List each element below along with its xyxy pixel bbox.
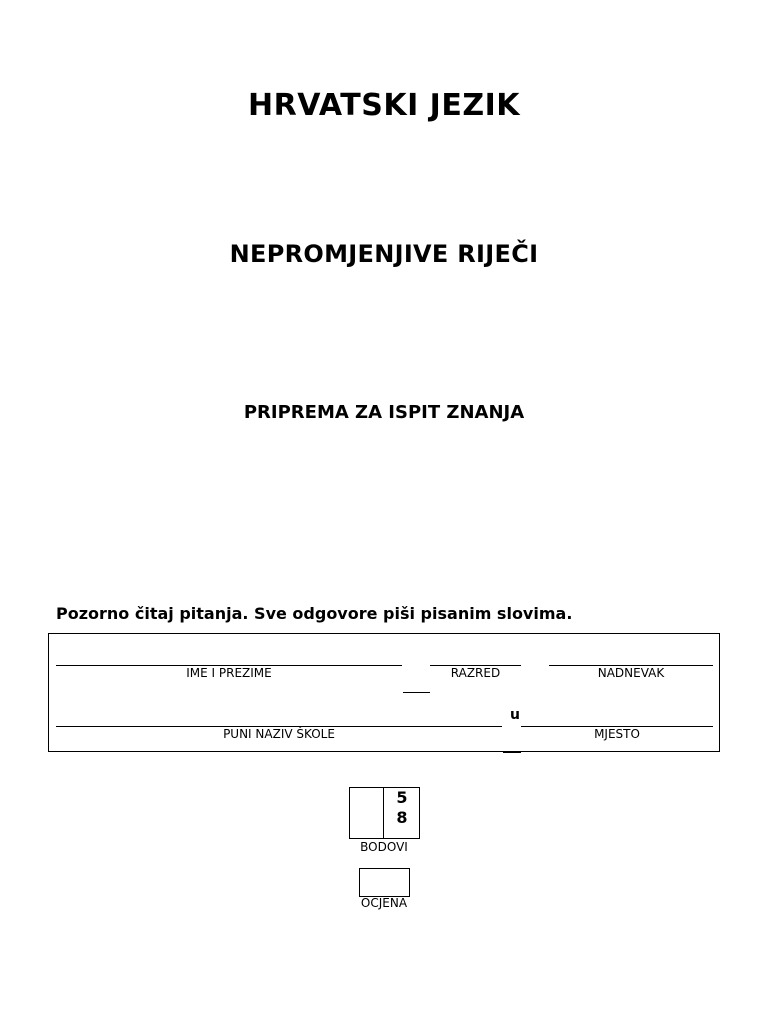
max-points-digit-2: 8: [396, 808, 408, 827]
connector-u: u: [510, 707, 520, 723]
grade-label: OCJENA: [360, 896, 408, 910]
school-field-label: PUNI NAZIV ŠKOLE: [223, 727, 335, 741]
class-field-label: RAZRED: [450, 666, 501, 680]
document-title: HRVATSKI JEZIK: [247, 88, 521, 123]
grade-box[interactable]: [359, 868, 410, 897]
separator-line: [403, 692, 430, 693]
separator-line-2: [503, 752, 521, 753]
name-field-label: IME I PREZIME: [186, 666, 272, 680]
instruction-text: Pozorno čitaj pitanja. Sve odgovore piši pisanim slovima.: [56, 604, 573, 623]
max-points-digit-1: 5: [396, 788, 408, 807]
place-field-label: MJESTO: [594, 727, 640, 741]
form-top-line: [56, 633, 712, 634]
document-subtitle: NEPROMJENJIVE RIJEČI: [229, 240, 539, 268]
date-field-label: NADNEVAK: [597, 666, 665, 680]
document-purpose: PRIPREMA ZA ISPIT ZNANJA: [243, 402, 525, 423]
points-label: BODOVI: [360, 840, 408, 854]
